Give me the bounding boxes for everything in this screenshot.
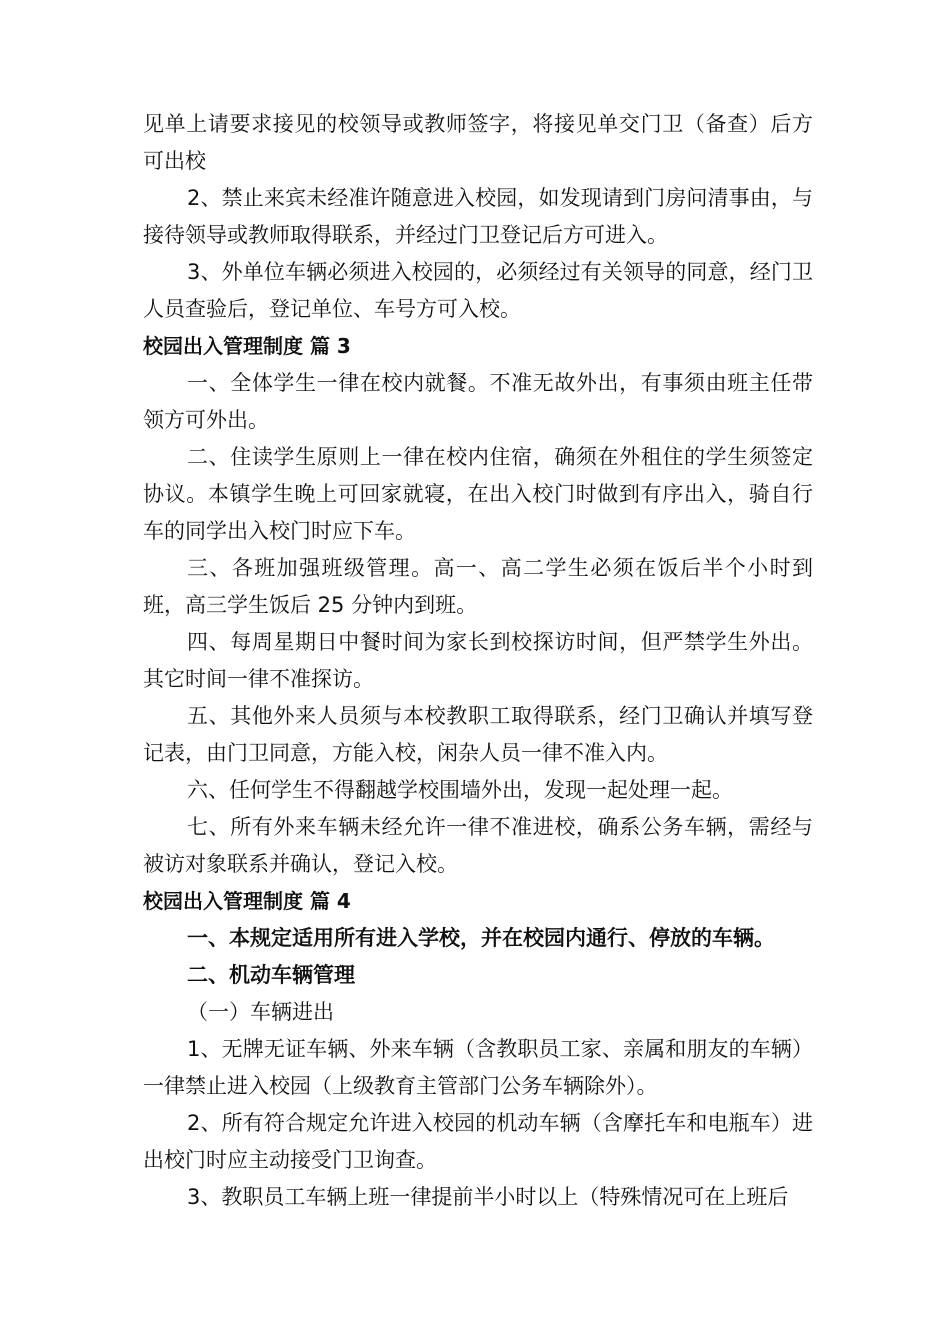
paragraph: 三、各班加强班级管理。高一、高二学生必须在饭后半个小时到班，高三学生饭后 25 分钟内到班。 xyxy=(143,556,813,617)
paragraph: 3、教职员工车辆上班一律提前半小时以上（特殊情况可在上班后 xyxy=(187,1185,789,1209)
paragraph: 2、所有符合规定允许进入校园的机动车辆（含摩托车和电瓶车）进出校门时应主动接受门卫询查。 xyxy=(143,1111,813,1172)
section-heading: 校园出入管理制度 篇 3 xyxy=(143,334,351,358)
paragraph: 七、所有外来车辆未经允许一律不准进校，确系公务车辆，需经与被访对象联系并确认，登记入校。 xyxy=(143,815,813,876)
paragraph: 六、任何学生不得翻越学校围墙外出，发现一起处理一起。 xyxy=(187,778,733,802)
paragraph-bold: 一、本规定适用所有进入学校，并在校园内通行、停放的车辆。 xyxy=(187,926,775,950)
paragraph: 四、每周星期日中餐时间为家长到校探访时间，但严禁学生外出。其它时间一律不准探访。 xyxy=(143,630,813,691)
paragraph: 二、住读学生原则上一律在校内住宿，确须在外租住的学生须签定协议。本镇学生晚上可回家就寝，在出入校门时做到有序出入，骑自行车的同学出入校门时应下车。 xyxy=(143,445,813,543)
paragraph: 1、无牌无证车辆、外来车辆（含教职员工家、亲属和朋友的车辆）一律禁止进入校园（上级教育主管部门公务车辆除外）。 xyxy=(143,1037,813,1098)
paragraph: 2、禁止来宾未经准许随意进入校园，如发现请到门房问清事由，与接待领导或教师取得联系，并经过门卫登记后方可进入。 xyxy=(143,186,813,247)
paragraph: 五、其他外来人员须与本校教职工取得联系，经门卫确认并填写登记表，由门卫同意，方能入校，闲杂人员一律不准入内。 xyxy=(143,704,813,765)
paragraph: 见单上请要求接见的校领导或教师签字，将接见单交门卫（备查）后方可出校 xyxy=(143,112,813,173)
paragraph: 一、全体学生一律在校内就餐。不准无故外出，有事须由班主任带领方可外出。 xyxy=(143,371,813,432)
section-heading: 校园出入管理制度 篇 4 xyxy=(143,889,351,913)
paragraph: 3、外单位车辆必须进入校园的，必须经过有关领导的同意，经门卫人员查验后，登记单位、车号方可入校。 xyxy=(143,260,813,321)
document-page xyxy=(143,106,813,1216)
paragraph-bold: 二、机动车辆管理 xyxy=(187,963,355,987)
paragraph: （一）车辆进出 xyxy=(187,1000,334,1024)
